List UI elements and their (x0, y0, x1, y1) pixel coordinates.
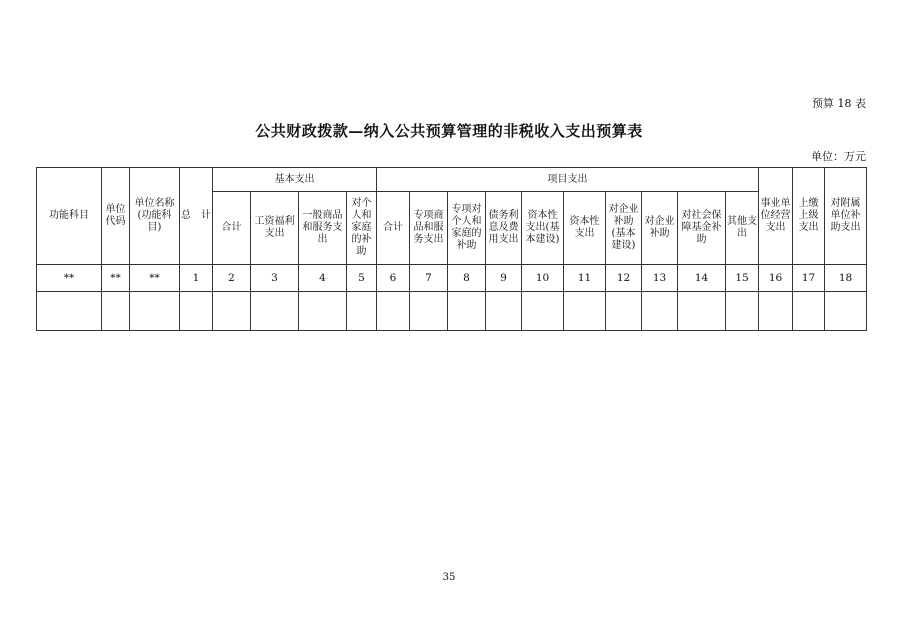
data-cell (793, 292, 825, 331)
page-number: 35 (442, 572, 456, 583)
header-business-operation: 事业单位经营支出 (759, 168, 793, 265)
index-cell: 13 (642, 265, 678, 292)
index-cell: 9 (486, 265, 522, 292)
header-special-goods: 专项商品和服务支出 (410, 192, 448, 265)
data-cell (448, 292, 486, 331)
data-cell (678, 292, 726, 331)
header-goods-services: 一般商品和服务支出 (299, 192, 347, 265)
data-cell (102, 292, 130, 331)
data-cell (642, 292, 678, 331)
data-cell (410, 292, 448, 331)
data-cell (759, 292, 793, 331)
index-cell: ** (102, 265, 130, 292)
index-cell: 10 (522, 265, 564, 292)
header-function-subject: 功能科目 (37, 168, 102, 265)
header-project-group: 项目支出 (377, 168, 759, 192)
header-affiliated: 对附属单位补助支出 (825, 168, 867, 265)
header-debt-interest: 债务利息及费用支出 (486, 192, 522, 265)
index-cell: 7 (410, 265, 448, 292)
header-special-personal: 专项对个人和家庭的补助 (448, 192, 486, 265)
header-salary: 工资福利支出 (251, 192, 299, 265)
header-enterprise-basic: 对企业补助(基本建设) (606, 192, 642, 265)
header-basic-total: 合计 (213, 192, 251, 265)
header-total: 总 计 (180, 168, 213, 265)
data-cell (377, 292, 410, 331)
header-upper-level: 上缴上级支出 (793, 168, 825, 265)
index-cell: 12 (606, 265, 642, 292)
data-cell (37, 292, 102, 331)
data-cell (347, 292, 377, 331)
index-cell: ** (130, 265, 180, 292)
data-cell (486, 292, 522, 331)
data-cell (180, 292, 213, 331)
header-project-total: 合计 (377, 192, 410, 265)
index-cell: ** (37, 265, 102, 292)
index-row (37, 265, 867, 292)
budget-table (36, 167, 867, 331)
index-cell: 18 (825, 265, 867, 292)
blank-data-row (37, 292, 867, 331)
unit-label: 单位：万元 (811, 150, 866, 163)
header-basic-group: 基本支出 (213, 168, 377, 192)
header-unit-name: 单位名称(功能科目) (130, 168, 180, 265)
index-cell: 2 (213, 265, 251, 292)
index-cell: 3 (251, 265, 299, 292)
header-unit-code: 单位代码 (102, 168, 130, 265)
header-capital-basic: 资本性支出(基本建设) (522, 192, 564, 265)
data-cell (825, 292, 867, 331)
index-cell: 14 (678, 265, 726, 292)
index-cell: 5 (347, 265, 377, 292)
index-cell: 8 (448, 265, 486, 292)
header-capital: 资本性支出 (564, 192, 606, 265)
data-cell (251, 292, 299, 331)
data-cell (726, 292, 759, 331)
index-cell: 4 (299, 265, 347, 292)
header-other: 其他支出 (726, 192, 759, 265)
table-code: 预算 18 表 (812, 97, 866, 110)
data-cell (130, 292, 180, 331)
data-cell (564, 292, 606, 331)
index-cell: 16 (759, 265, 793, 292)
header-enterprise: 对企业补助 (642, 192, 678, 265)
index-cell: 6 (377, 265, 410, 292)
header-personal-subsidy: 对个人和家庭的补助 (347, 192, 377, 265)
data-cell (213, 292, 251, 331)
data-cell (606, 292, 642, 331)
header-social-security: 对社会保障基金补助 (678, 192, 726, 265)
index-cell: 1 (180, 265, 213, 292)
page-title: 公共财政拨款—纳入公共预算管理的非税收入支出预算表 (255, 122, 643, 140)
data-cell (522, 292, 564, 331)
index-cell: 15 (726, 265, 759, 292)
data-cell (299, 292, 347, 331)
index-cell: 17 (793, 265, 825, 292)
index-cell: 11 (564, 265, 606, 292)
